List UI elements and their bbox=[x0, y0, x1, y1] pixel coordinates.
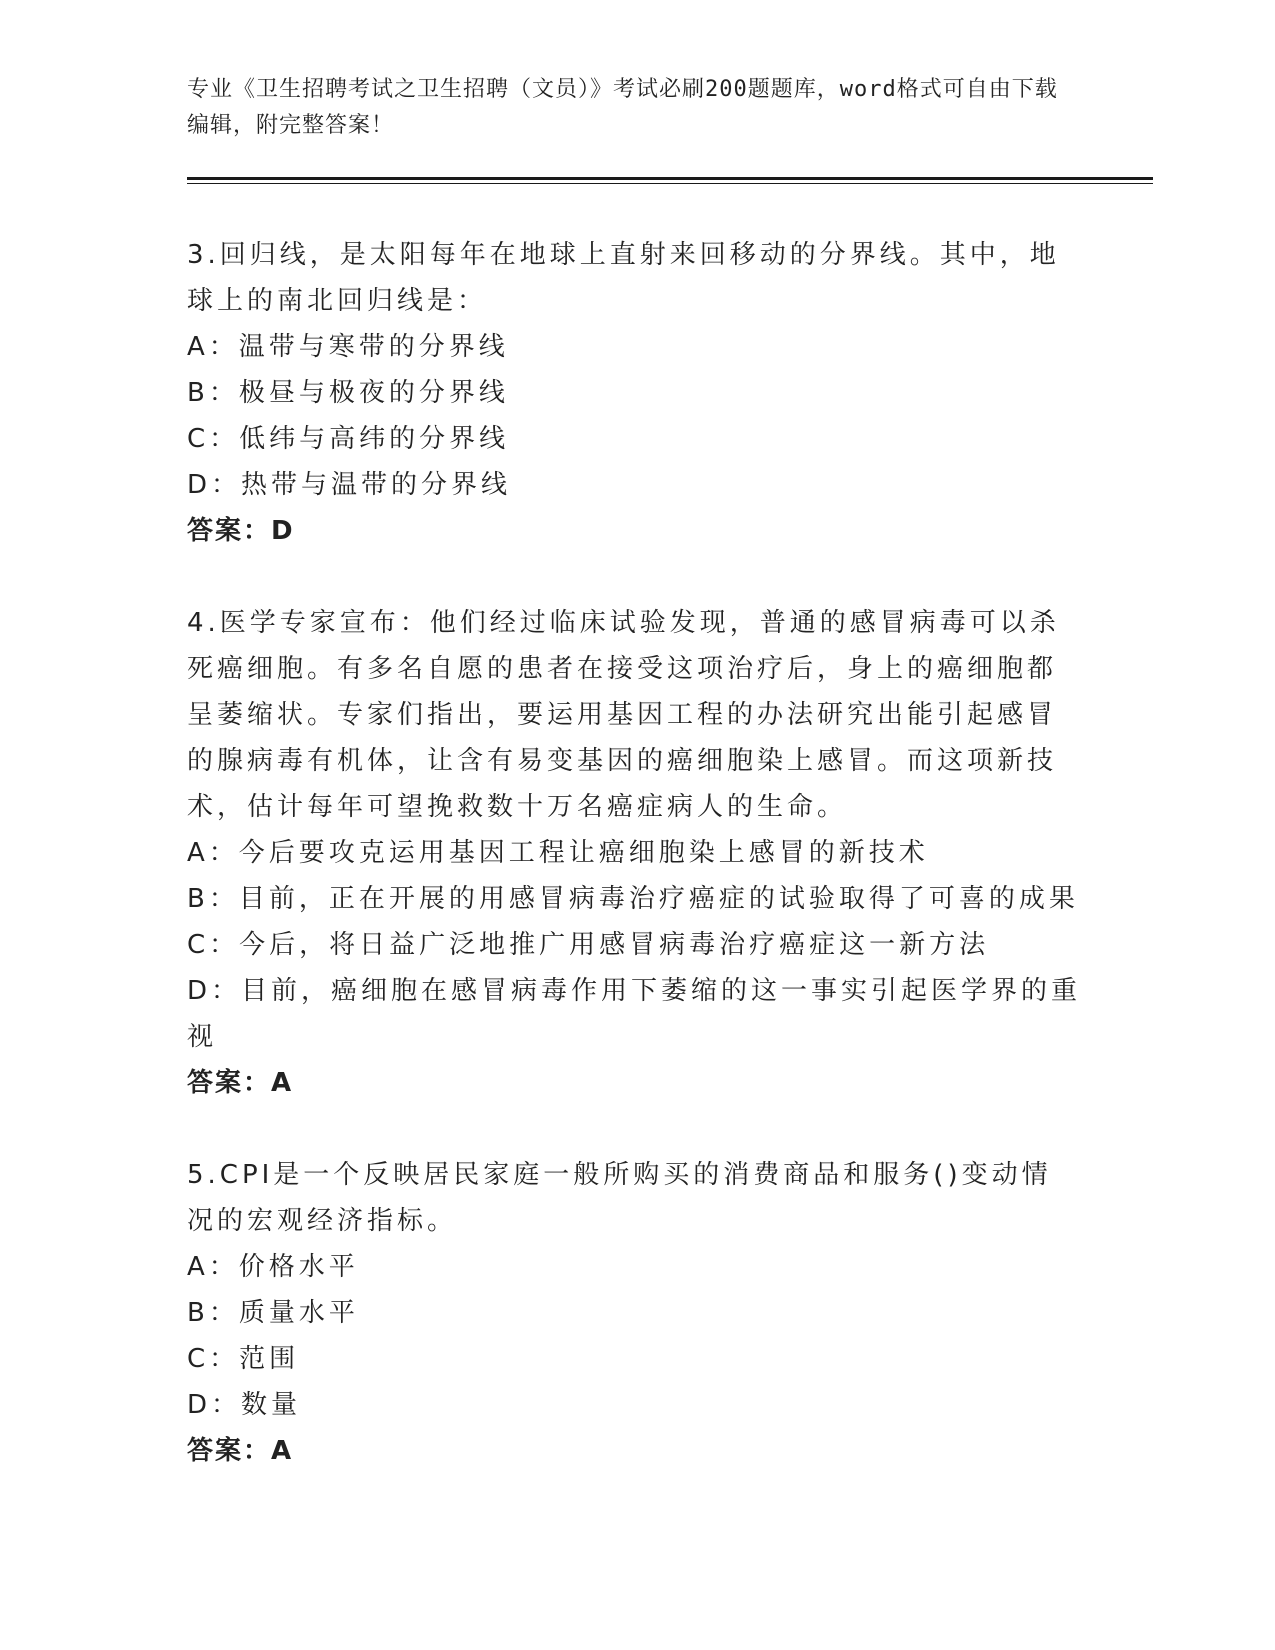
option-b: B：质量水平 bbox=[187, 1298, 359, 1328]
option-a: A：今后要攻克运用基因工程让癌细胞染上感冒的新技术 bbox=[187, 838, 929, 868]
question-list bbox=[187, 232, 1087, 1520]
answer-label: 答案：A bbox=[187, 1068, 294, 1098]
option-d: D：数量 bbox=[187, 1390, 302, 1420]
option-c: C：今后，将日益广泛地推广用感冒病毒治疗癌症这一新方法 bbox=[187, 930, 990, 960]
option-a: A：温带与寒带的分界线 bbox=[187, 332, 509, 362]
option-d: D：热带与温带的分界线 bbox=[187, 470, 512, 500]
question-text: 4.医学专家宣布：他们经过临床试验发现，普通的感冒病毒可以杀死癌细胞。有多名自愿的患者在接受这项治疗后，身上的癌细胞都呈萎缩状。专家们指出，要运用基因工程的办法研究出能引起感冒的腺病毒有机体，让含有易变基因的癌细胞染上感冒。而这项新技术，估计每年可望挽救数十万名癌症病人的生命。 bbox=[187, 608, 1060, 822]
option-b: B：极昼与极夜的分界线 bbox=[187, 378, 509, 408]
answer-label: 答案：D bbox=[187, 516, 295, 546]
question-5 bbox=[187, 1152, 1087, 1474]
question-text: 3.回归线，是太阳每年在地球上直射来回移动的分界线。其中，地球上的南北回归线是： bbox=[187, 240, 1060, 316]
option-a: A：价格水平 bbox=[187, 1252, 359, 1282]
option-b: B：目前，正在开展的用感冒病毒治疗癌症的试验取得了可喜的成果 bbox=[187, 884, 1079, 914]
option-c: C：范围 bbox=[187, 1344, 300, 1374]
option-d: D：目前，癌细胞在感冒病毒作用下萎缩的这一事实引起医学界的重视 bbox=[187, 976, 1082, 1052]
answer-label: 答案：A bbox=[187, 1436, 294, 1466]
document-header: 专业《卫生招聘考试之卫生招聘（文员）》考试必刷200题题库，word格式可自由下载编辑，附完整答案！ bbox=[187, 77, 1058, 138]
header-divider-thin bbox=[187, 183, 1153, 184]
question-3 bbox=[187, 232, 1087, 554]
question-4 bbox=[187, 600, 1087, 1106]
header-divider-thick bbox=[187, 177, 1153, 180]
option-c: C：低纬与高纬的分界线 bbox=[187, 424, 510, 454]
question-text: 5.CPI是一个反映居民家庭一般所购买的消费商品和服务()变动情况的宏观经济指标。 bbox=[187, 1160, 1052, 1236]
